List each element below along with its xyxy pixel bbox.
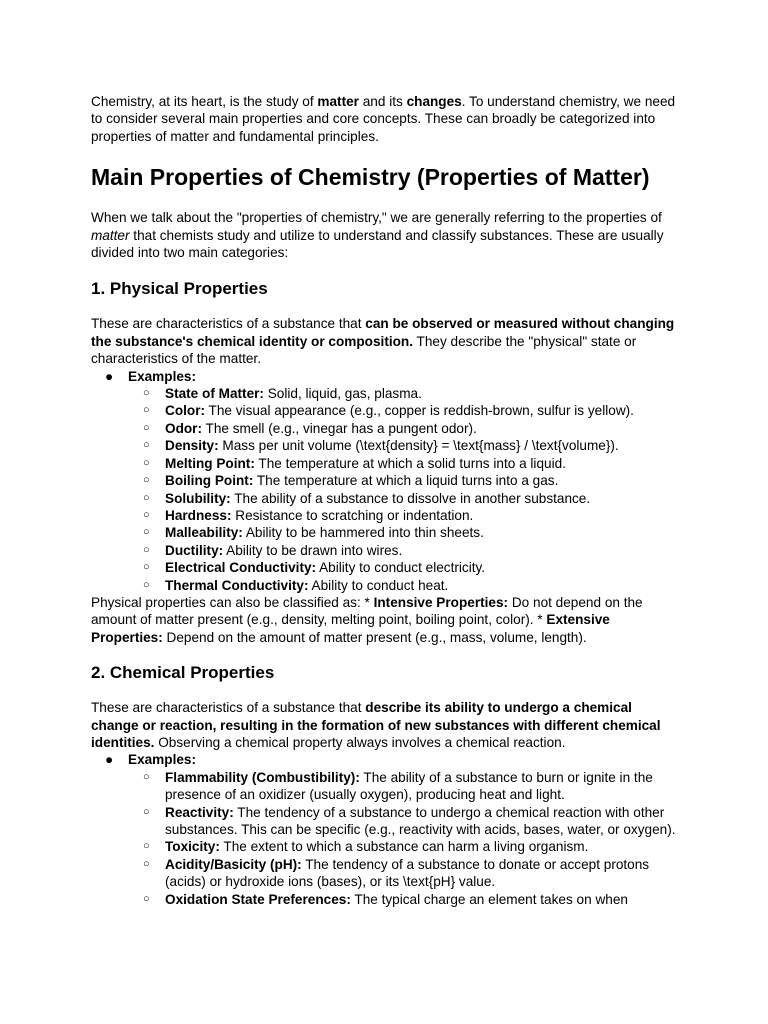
list-item: ○ Acidity/Basicity (pH): The tendency of a substance to donate or accept protons (acids) or hydroxide ions (bases), or its \text{pH} value. xyxy=(143,856,650,890)
circle-bullet: ○ xyxy=(143,543,150,556)
circle-bullet: ○ xyxy=(143,456,150,469)
circle-bullet: ○ xyxy=(143,892,150,905)
physical-properties-heading: 1. Physical Properties xyxy=(91,279,268,299)
list-item: ○ Melting Point: The temperature at which a solid turns into a liquid. xyxy=(143,455,566,471)
list-item: ○ Thermal Conductivity: Ability to conduct heat. xyxy=(143,577,449,593)
chemical-properties-paragraph: These are characteristics of a substance that describe its ability to undergo a chemical change or reaction, resulting in the formation of new substances with different chemical identities. Observing a chemical property always involves a chemical reaction. xyxy=(91,700,661,750)
list-item: ○ Odor: The smell (e.g., vinegar has a pungent odor). xyxy=(143,420,477,436)
circle-bullet: ○ xyxy=(143,387,150,400)
circle-bullet: ○ xyxy=(143,474,150,487)
circle-bullet: ○ xyxy=(143,526,150,539)
circle-bullet: ○ xyxy=(143,578,150,591)
physical-examples-list xyxy=(91,368,678,594)
circle-bullet: ○ xyxy=(143,421,150,434)
intro-paragraph: Chemistry, at its heart, is the study of matter and its changes. To understand chemistry, we need to consider several main properties and core concepts. These can broadly be categorized into properties of matter and fundamental principles. xyxy=(91,94,676,144)
circle-bullet: ○ xyxy=(143,857,150,870)
circle-bullet: ○ xyxy=(143,561,150,574)
list-item: ○ Density: Mass per unit volume (\text{density} = \text{mass} / \text{volume}). xyxy=(143,438,619,454)
list-item: ○ Oxidation State Preferences: The typical charge an element takes on when xyxy=(143,891,628,907)
circle-bullet: ○ xyxy=(143,439,150,452)
list-item: ○ Flammability (Combustibility): The ability of a substance to burn or ignite in the presence of an oxidizer (usually oxygen), producing heat and light. xyxy=(143,769,653,803)
classification-paragraph: Physical properties can also be classified as: * Intensive Properties: Do not depend on the amount of matter present (e.g., density, melting point, boiling point, color). * Extensive Properties: Depend on the amount of matter present (e.g., mass, volume, length). xyxy=(91,594,643,645)
circle-bullet: ○ xyxy=(143,805,150,818)
circle-bullet: ○ xyxy=(143,840,150,853)
chemical-properties-heading: 2. Chemical Properties xyxy=(91,663,275,683)
disc-bullet: ● xyxy=(105,752,114,768)
circle-bullet: ○ xyxy=(143,491,150,504)
circle-bullet: ○ xyxy=(143,404,150,417)
list-item: ○ Malleability: Ability to be hammered into thin sheets. xyxy=(143,525,484,541)
physical-properties-paragraph: These are characteristics of a substance that can be observed or measured without changing the substance's chemical identity or composition. They describe the "physical" state or characteristics of the matter. xyxy=(91,316,675,367)
list-item: ○ Ductility: Ability to be drawn into wires. xyxy=(143,542,403,558)
list-item: ○ Solubility: The ability of a substance to dissolve in another substance. xyxy=(143,490,591,506)
list-item: ○ Hardness: Resistance to scratching or indentation. xyxy=(143,507,474,523)
list-item: ○ Toxicity: The extent to which a substance can harm a living organism. xyxy=(143,839,589,855)
chemical-examples-list xyxy=(91,751,678,908)
list-item: ○ Color: The visual appearance (e.g., copper is reddish-brown, sulfur is yellow). xyxy=(143,403,634,419)
circle-bullet: ○ xyxy=(143,508,150,521)
list-item: ○ State of Matter: Solid, liquid, gas, plasma. xyxy=(143,386,422,402)
main-heading: Main Properties of Chemistry (Properties of Matter) xyxy=(91,164,650,191)
list-item: ○ Boiling Point: The temperature at which a liquid turns into a gas. xyxy=(143,473,559,489)
examples-item: ● Examples: xyxy=(105,368,197,384)
list-item: ○ Electrical Conductivity: Ability to conduct electricity. xyxy=(143,560,486,576)
circle-bullet: ○ xyxy=(143,770,150,783)
main-paragraph: When we talk about the "properties of chemistry," we are generally referring to the properties of matter that chemists study and utilize to understand and classify substances. These are usually divided into two main categories: xyxy=(91,210,664,261)
list-item: ○ Reactivity: The tendency of a substance to undergo a chemical reaction with other substances. This can be specific (e.g., reactivity with acids, bases, water, or oxygen). xyxy=(143,804,676,837)
disc-bullet: ● xyxy=(105,368,114,384)
examples-item: ● Examples: xyxy=(105,752,197,768)
